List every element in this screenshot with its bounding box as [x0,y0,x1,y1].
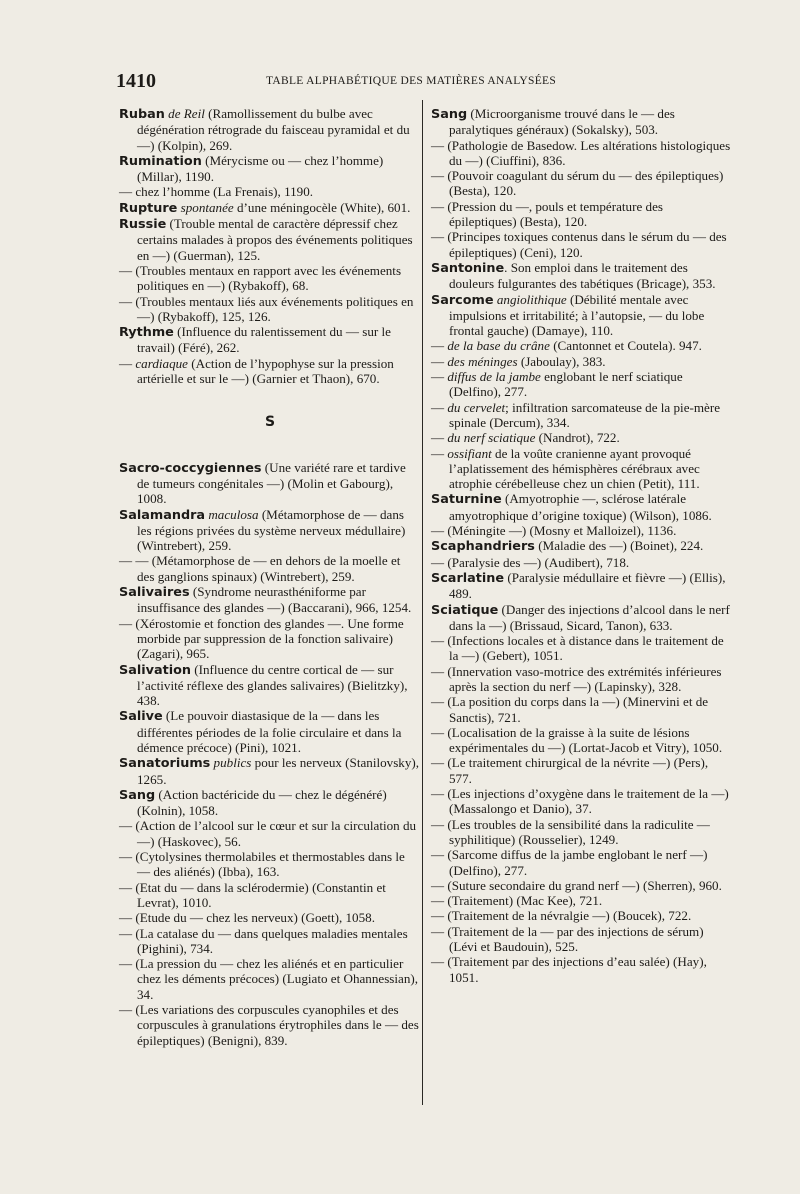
index-entry [431,570,733,602]
index-entry [431,106,733,138]
entry-text: — (La position du corps dans la —) (Minervini et de Sanctis), 721. [431,694,709,725]
entry-keyword: Salivation [119,662,192,678]
entry-prefix: — [431,399,448,415]
index-entry [119,216,421,263]
index-entry [119,708,421,755]
entry-text: (Danger des injections d’alcool dans le nerf dans la —) (Brissaud, Sicard, Tanon), 633. [449,601,730,633]
index-entry [431,354,733,369]
entry-text: (Influence du centre cortical de — sur l’activité réflexe des glandes salivaires) (Bielitzky), 438. [137,661,408,709]
entry-text: — (Suture secondaire du grand nerf —) (Sherren), 960. [431,877,722,893]
index-entry [119,294,421,325]
entry-keyword: Sanatoriums [119,756,211,772]
index-entry [119,818,421,849]
entry-qualifier: publics [213,755,252,771]
index-entry [431,908,733,923]
index-entry [431,664,733,695]
entry-text: (Ramollissement du bulbe avec dégénération rétrograde du faisceau pyramidal et du —) (Kolpin), 269. [137,106,410,153]
index-entry [119,956,421,1002]
entry-prefix: — [431,338,448,354]
index-entry [431,847,733,878]
index-entry [431,523,733,538]
entry-text: — (Les variations des corpuscules cyanophiles et des corpuscules à granulations érytrophiles dans le — des épileptiques) (Benigni), 839. [119,1002,419,1048]
entry-text: (Mérycisme ou — chez l’homme) (Millar), 1190. [137,152,384,185]
entry-keyword: Scarlatine [431,570,505,586]
entry-text: englobant le nerf sciatique (Delfino), 277. [449,369,683,400]
entry-qualifier: diffus de la jambe [447,369,541,385]
entry-keyword: Rythme [119,325,174,341]
entry-keyword: Sang [431,107,468,122]
entry-text: (Cantonnet et Coutela). 947. [549,338,702,354]
index-list-r [119,106,421,386]
entry-text: (Trouble mental de caractère dépressif chez certains malades à propos des événements politiques en —) (Guerman), 125. [137,216,413,263]
entry-text: — (Cytolysines thermolabiles et thermostables dans le — des aliénés) (Ibba), 163. [119,849,405,880]
entry-qualifier: du cervelet [447,399,506,415]
column-divider [422,100,423,1105]
entry-text: (Le pouvoir diastasique de la — dans les différentes périodes de la folie circulaire et dans la démence précoce) (Pini), 1021. [137,708,402,755]
entry-qualifier: de la base du crâne [447,338,550,354]
entry-text: — (Le traitement chirurgical de la névrite —) (Pers), 577. [431,755,709,786]
entry-text: — (Traitement) (Mac Kee), 721. [431,893,603,909]
entry-keyword: Sacro-coccygiennes [119,460,262,476]
entry-keyword: Salamandra [119,507,206,523]
entry-text: — (La pression du — chez les aliénés et en particulier chez les déments précoces) (Lugiato et Ohannessian), 34. [119,956,419,1002]
entry-prefix: — [431,430,448,446]
index-entry [431,725,733,756]
index-entry [431,755,733,786]
entry-text: (Nandrot), 722. [535,430,620,446]
entry-qualifier: spontanée [180,199,234,215]
entry-text: (Amyotrophie —, sclérose latérale amyotrophique d’origine toxique) (Wilson), 1086. [449,491,712,523]
index-entry [431,694,733,725]
index-entry [431,555,733,570]
index-entry [119,184,421,199]
index-entry [119,356,421,387]
index-entry [431,199,733,230]
index-entry [119,1002,421,1048]
entry-text: d’une méningocèle (White), 601. [233,199,411,215]
index-entry [119,787,421,819]
entry-text: — (Troubles mentaux liés aux événements politiques en —) (Rybakoff), 125, 126. [119,293,414,324]
entry-keyword: Salivaires [119,585,190,601]
entry-text: — (Infections locales et à distance dans le traitement de la —) (Gebert), 1051. [431,633,724,664]
entry-text: (Action de l’hypophyse sur la pression artérielle et sur le —) (Garnier et Thaon), 670. [137,355,394,387]
index-entry [119,460,421,507]
index-entry [431,602,733,634]
entry-text: ; infiltration sarcomateuse de la pie-mère spinale (Dercum), 334. [449,399,721,430]
entry-text: (Une variété rare et tardive de tumeurs congénitales —) (Molin et Gabourg), 1008. [137,459,406,507]
entry-text: (Paralysie médullaire et fièvre —) (Ellis), 489. [449,569,726,602]
entry-text: . Son emploi dans le traitement des douleurs fulgurantes des tabétiques (Bricage), 353. [449,259,716,292]
entry-qualifier: angiolithique [496,291,567,307]
entry-text: — (Pression du —, pouls et température des épileptiques) (Besta), 120. [431,198,664,230]
entry-prefix: — [431,369,448,385]
entry-text: — (Les troubles de la sensibilité dans la radiculite — syphilitique) (Rousselier), 1249. [431,816,710,847]
index-entry [119,553,421,584]
index-entry [119,616,421,662]
index-entry [119,849,421,880]
entry-prefix: — [119,355,136,371]
index-entry [119,910,421,925]
index-entry [119,755,421,787]
entry-text: — (Xérostomie et fonction des glandes —. Une forme morbide par suppression de la fonction salivaire) (Zagari), 965. [119,615,404,662]
index-entry [431,400,733,431]
entry-text: — (Traitement de la névralgie —) (Boucek), 722. [431,908,692,924]
entry-text: (Influence du ralentissement du — sur le travail) (Féré), 262. [137,324,391,356]
entry-qualifier: du nerf sciatique [447,430,536,446]
index-entry [431,138,733,169]
entry-prefix: — [431,353,448,369]
entry-text: de la voûte cranienne ayant provoqué l’aplatissement des hémisphères cérébraux avec atrophie cérébelleuse chez un chien (Petit), 111. [449,445,700,492]
index-entry [431,369,733,400]
index-entry [119,926,421,957]
entry-text: (Microorganisme trouvé dans le — des paralytiques généraux) (Sokalsky), 503. [449,106,675,138]
entry-keyword: Santonine [431,260,505,276]
entry-keyword: Sarcome [431,292,494,308]
index-entry [431,260,733,292]
index-entry [431,430,733,445]
entry-keyword: Saturnine [431,492,502,508]
entry-text: — (Principes toxiques contenus dans le sérum du — des épileptiques) (Ceni), 120. [431,229,727,260]
entry-text: — (Localisation de la graisse à la suite de lésions expérimentales du —) (Lortat-Jacob et Vitry), 1050. [431,724,723,756]
entry-text: (Débilité mentale avec impulsions et irritabilité; à l’autopsie, — du lobe frontal gauche) (Damaye), 110. [449,291,705,339]
entry-keyword: Rupture [119,200,178,216]
entry-text: (Syndrome neurasthéniforme par insuffisance des glandes —) (Baccarani), 966, 1254. [137,584,412,616]
index-entry [431,878,733,893]
entry-keyword: Sciatique [431,602,499,618]
index-entry [119,263,421,294]
index-entry [431,292,733,339]
entry-text: — (Paralysie des —) (Audibert), 718. [431,554,630,570]
entry-prefix: — [431,445,448,461]
entry-text: pour les nerveux (Stanilovsky), 1265. [137,755,420,787]
index-entry [431,954,733,985]
section-letter: S [264,414,276,431]
entry-text: — (Pathologie de Basedow. Les altérations histologiques du —) (Ciuffini), 836. [431,137,731,168]
entry-text: — (Innervation vaso-motrice des extrémités inférieures après la section du nerf —) (Lapinsky), 328. [431,663,722,694]
entry-keyword: Russie [119,217,167,233]
entry-text: — (La catalase du — dans quelques maladies mentales (Pighini), 734. [119,925,408,956]
entry-text: — (Traitement de la — par des injections de sérum) (Lévi et Baudouin), 525. [431,923,704,955]
entry-qualifier: ossifiant [447,445,492,461]
index-entry [431,893,733,908]
page-header [116,70,728,92]
index-entry [431,338,733,353]
entry-text: — (Sarcome diffus de la jambe englobant le nerf —) (Delfino), 277. [431,847,708,878]
left-column [119,106,421,1048]
entry-text: — (Traitement par des injections d’eau salée) (Hay), 1051. [431,954,707,985]
index-entry [119,324,421,356]
entry-text: — (Etat du — dans la sclérodermie) (Constantin et Levrat), 1010. [119,879,386,910]
entry-text: (Maladie des —) (Boinet), 224. [534,538,704,554]
entry-keyword: Scaphandriers [431,539,535,555]
entry-text: — — (Métamorphose de — en dehors de la moelle et des ganglions spinaux) (Wintrebert), 259. [119,553,401,584]
entry-keyword: Ruban [119,107,165,122]
index-entry [119,507,421,554]
entry-keyword: Salive [119,709,163,725]
index-entry [119,584,421,616]
index-entry [431,633,733,664]
index-entry [431,538,733,554]
entry-text: — chez l’homme (La Frenais), 1190. [119,184,314,200]
index-entry [431,446,733,492]
entry-qualifier: de Reil [168,106,205,121]
entry-qualifier: des méninges [447,353,518,369]
entry-keyword: Sang [119,787,156,803]
entry-text: — (Etude du — chez les nerveux) (Goett), 1058. [119,910,375,926]
entry-keyword: Rumination [119,153,202,169]
index-entry [431,229,733,260]
entry-qualifier: cardiaque [135,355,188,371]
entry-text: (Action bactéricide du — chez le dégénéré) (Kolnin), 1058. [137,786,387,819]
index-entry [119,880,421,911]
index-entry [119,200,421,216]
running-title: TABLE ALPHABÉTIQUE DES MATIÈRES ANALYSÉES [266,75,557,87]
index-entry [119,106,421,153]
entry-text: — (Méningite —) (Mosny et Malloizel), 1136. [431,523,677,539]
entry-text: — (Pouvoir coagulant du sérum du — des épileptiques) (Besta), 120. [431,168,724,199]
index-list-s-right [431,106,733,985]
entry-text: (Jaboulay), 383. [517,353,606,369]
index-entry [431,817,733,848]
index-entry [119,662,421,709]
entry-text: — (Action de l’alcool sur le cœur et sur la circulation du —) (Haskovec), 56. [119,818,417,849]
index-entry [431,786,733,817]
entry-text: — (Troubles mentaux en rapport avec les événements politiques en —) (Rybakoff), 68. [119,262,402,294]
entry-text: (Métamorphose de — dans les régions privées du système nerveux médullaire) (Wintrebert), 259. [137,506,406,554]
index-entry [431,924,733,955]
entry-qualifier: maculosa [208,506,259,522]
right-column [431,106,733,985]
index-entry [431,491,733,523]
page-number: 1410 [116,70,156,92]
entry-text: — (Les injections d’oxygène dans le traitement de la —) (Massalongo et Danio), 37. [431,786,729,817]
index-list-s-left [119,460,421,1048]
index-entry [119,153,421,185]
index-entry [431,168,733,199]
